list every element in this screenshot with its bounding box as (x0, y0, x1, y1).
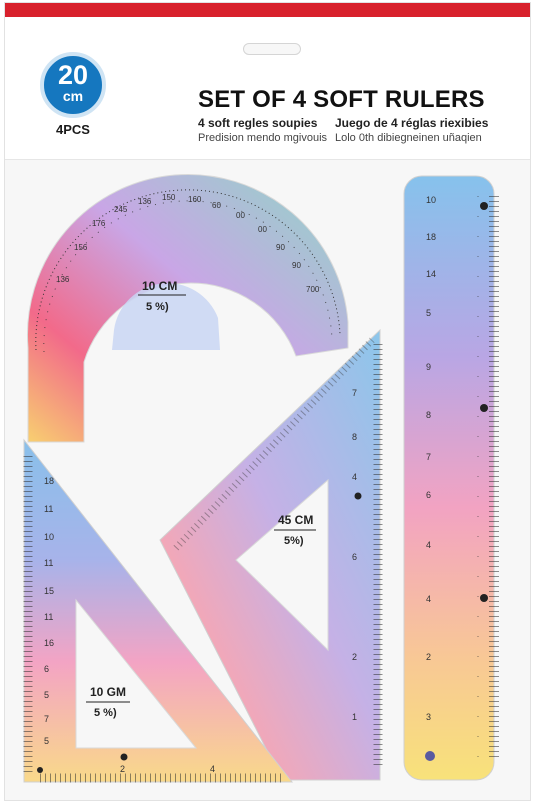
subtitle-french-small: Predision mendo mgivouis (198, 132, 328, 144)
set-square-45-number: 6 (352, 552, 358, 562)
protractor-number: 160 (188, 195, 202, 204)
ruler-number: 6 (426, 490, 432, 500)
ruler-number: 10 (426, 195, 437, 205)
set-square-90-size-label: 10 GM (90, 685, 127, 699)
ruler-number: 8 (426, 410, 432, 420)
ruler-dot (480, 202, 488, 210)
product-title: SET OF 4 SOFT RULERS (198, 86, 485, 113)
set-square-45-size-label: 45 CM (278, 513, 314, 527)
ruler-number: 3 (426, 712, 432, 722)
set-square-45-number: 4 (352, 472, 358, 482)
subtitle-spanish: Juego de 4 réglas riexibies (335, 116, 489, 130)
set-square-90-tolerance-label: 5 %) (94, 707, 117, 719)
protractor-number: 90 (276, 243, 285, 252)
protractor-number: 136 (56, 275, 70, 284)
set-square-90-number: 16 (44, 638, 55, 648)
straight-ruler (404, 176, 494, 780)
protractor-tolerance-label: 5 %) (146, 301, 169, 313)
protractor-number: 150 (162, 193, 176, 202)
protractor-number: 60 (212, 201, 221, 210)
set-square-90-number: 6 (44, 664, 50, 674)
set-square-dot (121, 754, 128, 761)
subtitle-french: 4 soft regles soupies (198, 116, 318, 130)
set-square-90-number: 11 (44, 612, 54, 622)
ruler-end-marker (425, 751, 435, 761)
ruler-dot (480, 404, 488, 412)
set-square-dot (37, 767, 43, 773)
protractor (27, 174, 348, 442)
protractor-number: 90 (292, 261, 301, 270)
set-square-90-number: 2 (120, 764, 126, 774)
ruler-number: 7 (426, 452, 432, 462)
set-square-90-number: 5 (44, 736, 50, 746)
protractor-number: 176 (92, 219, 106, 228)
set-square-90-number: 11 (44, 504, 54, 514)
badge-number: 20 (57, 60, 89, 90)
set-square-90-number: 7 (44, 714, 50, 724)
set-square-90-number: 18 (44, 476, 55, 486)
subtitle-spanish-small: Lolo 0th dibiegneinen uñaqien (335, 132, 482, 144)
protractor-number: 700 (306, 285, 320, 294)
badge-unit: cm (62, 88, 84, 104)
protractor-number: 00 (236, 211, 245, 220)
set-square-dot (355, 493, 362, 500)
protractor-number: 00 (258, 225, 267, 234)
set-square-90-number: 4 (210, 764, 216, 774)
ruler-dot (480, 594, 488, 602)
ruler-number: 5 (426, 308, 432, 318)
set-square-90-number: 11 (44, 558, 54, 568)
ruler-number: 18 (426, 232, 437, 242)
protractor-number: 136 (138, 197, 152, 206)
piece-count: 4PCS (56, 122, 90, 137)
protractor-number: 156 (74, 243, 88, 252)
ruler-number: 4 (426, 540, 432, 550)
straight-ruler-body (404, 176, 494, 780)
set-square-90-number: 10 (44, 532, 55, 542)
set-square-45-number: 1 (352, 712, 358, 722)
ruler-number: 9 (426, 362, 432, 372)
ruler-number: 2 (426, 652, 432, 662)
set-square-45-number: 2 (352, 652, 358, 662)
set-square-45-tolerance-label: 5%) (284, 535, 304, 547)
set-square-90-number: 15 (44, 586, 55, 596)
set-square-45-number: 7 (352, 388, 358, 398)
protractor-number: 245 (114, 205, 128, 214)
ruler-number: 14 (426, 269, 437, 279)
ruler-number: 4 (426, 594, 432, 604)
set-square-45-number: 8 (352, 432, 358, 442)
set-square-90-number: 5 (44, 690, 50, 700)
protractor-size-label: 10 CM (142, 279, 178, 293)
